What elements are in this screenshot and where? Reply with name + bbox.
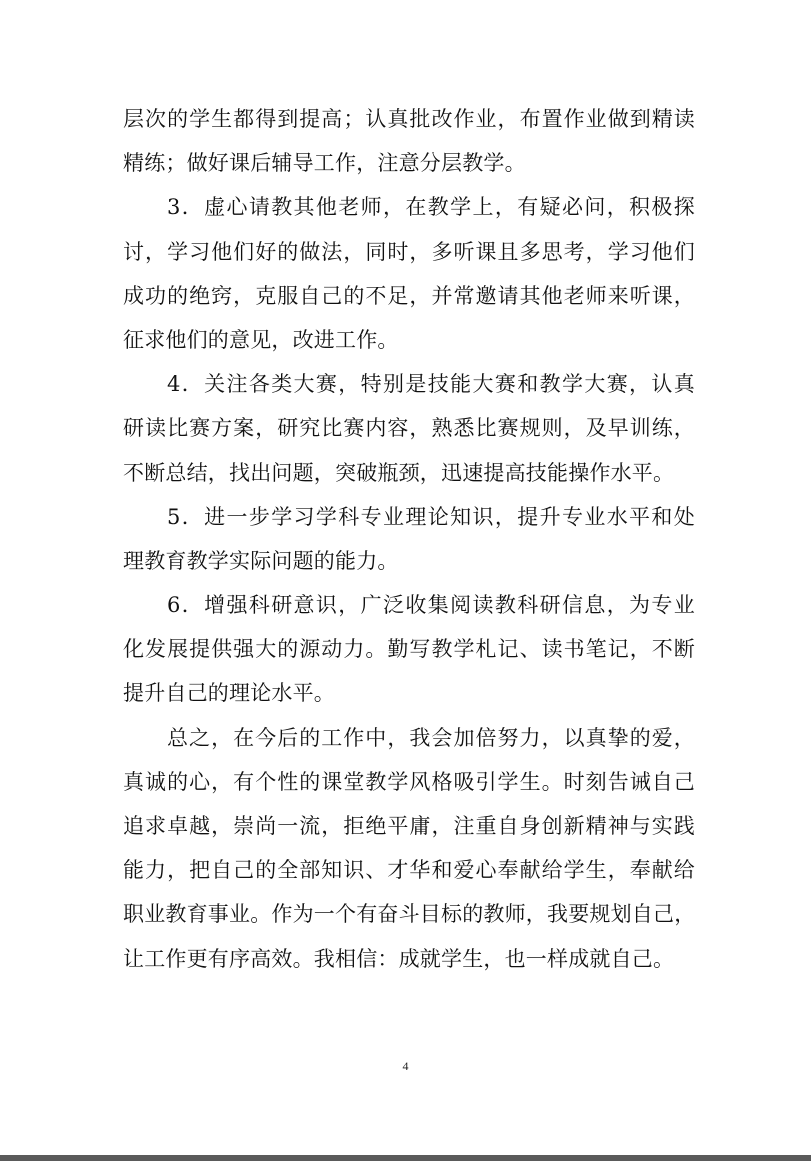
text-line: 层次的学生都得到提高；认真批改作业，布置作业做到精读: [123, 107, 695, 131]
text-line: 不断总结，找出问题，突破瓶颈，迅速提高技能操作水平。: [123, 460, 675, 485]
page-number: 4: [402, 1059, 409, 1073]
text-line: 4．关注各类大赛，特别是技能大赛和教学大赛，认真: [167, 372, 695, 397]
text-line: 6．增强科研意识，广泛收集阅读教科研信息，为专业: [167, 593, 695, 618]
text-line: 征求他们的意见，改进工作。: [123, 327, 399, 352]
text-line: 理教育教学实际问题的能力。: [123, 548, 399, 573]
text-line: 提升自己的理论水平。: [123, 681, 335, 706]
text-line: 总之，在今后的工作中，我会加倍努力，以真挚的爱，: [167, 725, 695, 750]
text-line: 成功的绝窍，克服自己的不足，并常邀请其他老师来听课，: [123, 283, 695, 308]
text-line: 5．进一步学习学科专业理论知识，提升专业水平和处: [167, 504, 695, 529]
text-line: 化发展提供强大的源动力。勤写教学札记、读书笔记，不断: [123, 637, 695, 662]
bottom-edge-bar: [0, 1155, 811, 1161]
text-line: 职业教育事业。作为一个有奋斗目标的教师，我要规划自己，: [123, 902, 695, 927]
text-line: 精练；做好课后辅导工作，注意分层教学。: [123, 151, 526, 176]
text-line: 讨，学习他们好的做法，同时，多听课且多思考，学习他们: [123, 239, 695, 264]
text-line: 能力，把自己的全部知识、才华和爱心奉献给学生，奉献给: [123, 858, 695, 883]
text-line: 追求卓越，崇尚一流，拒绝平庸，注重自身创新精神与实践: [123, 814, 695, 838]
text-line: 3．虚心请教其他老师，在教学上，有疑必问，积极探: [167, 195, 695, 220]
body-text: [123, 97, 695, 981]
text-line: 研读比赛方案，研究比赛内容，熟悉比赛规则，及早训练，: [123, 416, 695, 441]
text-line: 让工作更有序高效。我相信：成就学生，也一样成就自己。: [123, 946, 675, 971]
text-line: 真诚的心，有个性的课堂教学风格吸引学生。时刻告诫自己: [123, 769, 695, 794]
